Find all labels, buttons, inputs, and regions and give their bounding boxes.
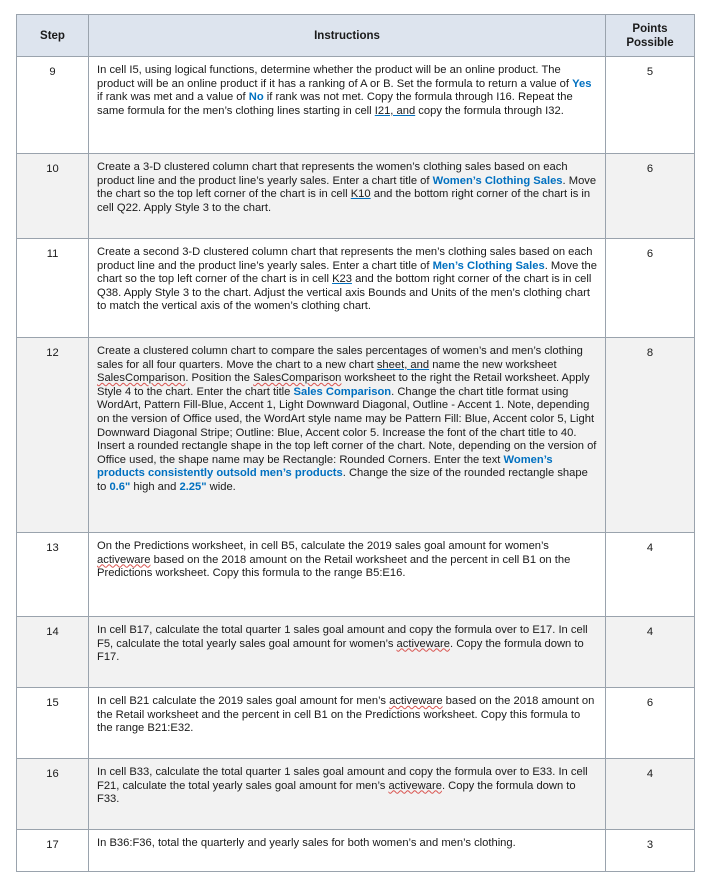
points-value: 6 <box>606 239 695 338</box>
step-number: 9 <box>17 57 89 154</box>
table-row <box>17 617 695 688</box>
instructions-table <box>16 14 695 872</box>
instruction-text: In cell B21 calculate the 2019 sales goal amount for men’s activeware based on the 2018 amount on the Retail worksheet and the percent in cell B1 on the Predictions worksheet. Copy this formula to the range B21:E32. <box>89 688 606 759</box>
step-number: 14 <box>17 617 89 688</box>
step-number: 11 <box>17 239 89 338</box>
points-value: 6 <box>606 154 695 239</box>
highlighted-text: 2.25" <box>179 480 207 493</box>
highlighted-text: Sales Comparison <box>293 385 392 398</box>
instruction-text: In cell I5, using logical functions, determine whether the product will be an online product. The product will be an online product if it has a ranking of A or B. Set the formula to return a value of Yes if rank was met and a value of No if rank was not met. Copy the formula through I16. Repeat the same formula for the men’s clothing lines starting in cell I21, and copy the formula through I32. <box>89 57 606 154</box>
spellcheck-flagged-word: SalesComparison <box>253 372 342 385</box>
instruction-text: Create a 3-D clustered column chart that represents the women’s clothing sales based on each product line and the product line’s yearly sales. Enter a chart title of Women’s Clothing Sales. Move the chart so the top left corner of the chart is in cell K10 and the bottom right corner of the chart is in cell Q22. Apply Style 3 to the chart. <box>89 154 606 239</box>
step-number: 15 <box>17 688 89 759</box>
underlined-text: I21, and <box>374 104 416 117</box>
table-row <box>17 57 695 154</box>
highlighted-text: No <box>248 91 264 104</box>
spellcheck-flagged-word: SalesComparison <box>97 372 186 385</box>
header-points: Points Possible <box>606 15 695 57</box>
header-instructions: Instructions <box>89 15 606 57</box>
points-value: 4 <box>606 533 695 617</box>
instruction-text: On the Predictions worksheet, in cell B5, calculate the 2019 sales goal amount for women’s activeware based on the 2018 amount on the Retail worksheet and the percent in cell B1 on the Predictions worksheet. Copy this formula to the range B5:E16. <box>89 533 606 617</box>
table-row <box>17 759 695 830</box>
step-number: 16 <box>17 759 89 830</box>
spellcheck-flagged-word: activeware <box>389 695 443 707</box>
table-row <box>17 239 695 338</box>
step-number: 13 <box>17 533 89 617</box>
underlined-text: sheet, and <box>376 358 430 371</box>
header-row <box>17 15 695 57</box>
highlighted-text: Women’s Clothing Sales <box>432 174 563 187</box>
highlighted-text: Men’s Clothing Sales <box>432 259 545 272</box>
points-value: 3 <box>606 830 695 872</box>
points-value: 6 <box>606 688 695 759</box>
instruction-text: In B36:F36, total the quarterly and yearly sales for both women’s and men’s clothing. <box>89 830 606 872</box>
points-value: 5 <box>606 57 695 154</box>
highlighted-text: Women’s products consistently outsold men’s products <box>97 453 553 480</box>
points-value: 4 <box>606 759 695 830</box>
table-row <box>17 688 695 759</box>
highlighted-text: 0.6" <box>109 480 131 493</box>
header-step: Step <box>17 15 89 57</box>
instruction-text: In cell B17, calculate the total quarter 1 sales goal amount and copy the formula over to E17. In cell F5, calculate the total yearly sales goal amount for women’s activeware. Copy the formula down to F17. <box>89 617 606 688</box>
underlined-text: K23 <box>332 273 352 286</box>
spellcheck-flagged-word: activeware <box>396 637 451 650</box>
spellcheck-flagged-word: activeware <box>388 779 442 792</box>
instruction-text: Create a clustered column chart to compare the sales percentages of women’s and men’s clothing sales for all four quarters. Move the chart to a new chart sheet, and name the new worksheet SalesComparison. Position the SalesComparison worksheet to the right the Retail worksheet. Apply Style 4 to the chart. Enter the chart title Sales Comparison. Change the chart title format using WordArt, Pattern Fill-Blue, Accent 1, Light Downward Diagonal, Outline - Accent 1. Note, depending on the version of Office used, the WordArt style name may be Pattern Fill: Blue, Accent color 5, Light Downward Diagonal Stripe; Outline: Blue, Accent color 5. Increase the font of the chart title to 40. Insert a rounded rectangle shape in the top left corner of the chart. Note, depending on the version of Office used, the shape name may be Rectangle: Rounded Corners. Enter the text Women’s products consistently outsold men’s products. Change the size of the rounded rectangle shape to 0.6" high and 2.25" wide. <box>89 338 606 533</box>
points-value: 4 <box>606 617 695 688</box>
step-number: 10 <box>17 154 89 239</box>
table-row <box>17 533 695 617</box>
step-number: 12 <box>17 338 89 533</box>
highlighted-text: Yes <box>572 77 592 90</box>
instruction-text: Create a second 3-D clustered column chart that represents the men’s clothing sales based on each product line and the product line’s yearly sales. Enter a chart title of Men’s Clothing Sales. Move the chart so the top left corner of the chart is in cell K23 and the bottom right corner of the chart is in cell Q38. Apply Style 3 to the chart. Adjust the vertical axis Bounds and Units of the men’s clothing chart to match the vertical axis of the women’s clothing chart. <box>89 239 606 338</box>
underlined-text: K10 <box>350 188 371 201</box>
instruction-text: In cell B33, calculate the total quarter 1 sales goal amount and copy the formula over to E33. In cell F21, calculate the total yearly sales goal amount for men’s activeware. Copy the formula down to F33. <box>89 759 606 830</box>
spellcheck-flagged-word: activeware <box>97 553 151 566</box>
points-value: 8 <box>606 338 695 533</box>
table-row <box>17 830 695 872</box>
step-number: 17 <box>17 830 89 872</box>
table-row <box>17 338 695 533</box>
table-row <box>17 154 695 239</box>
